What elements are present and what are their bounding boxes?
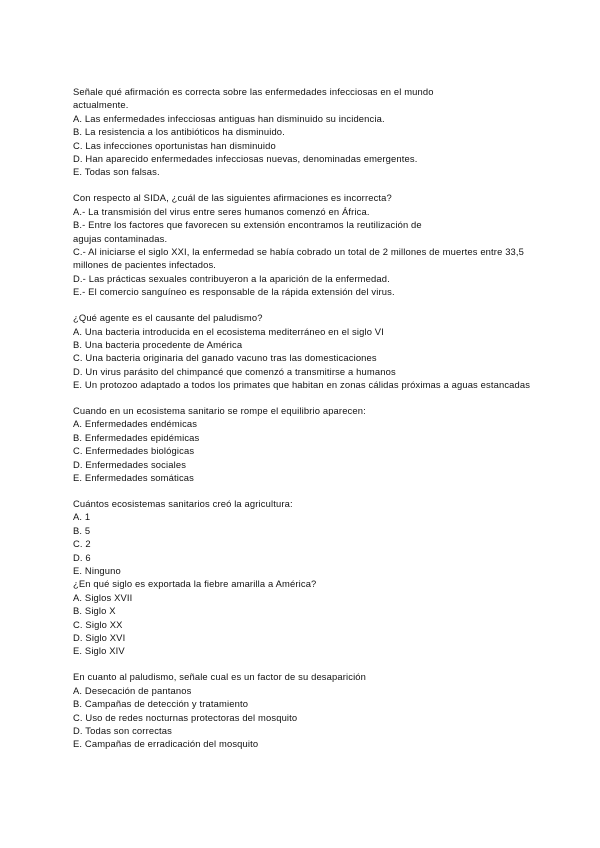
option-c: C. Siglo XX xyxy=(73,618,123,630)
option-a: A.- La transmisión del virus entre seres humanos comenzó en África. xyxy=(73,205,370,217)
option-d: D. Un virus parásito del chimpancé que comenzó a transmitirse a humanos xyxy=(73,365,396,377)
question-3 xyxy=(73,311,531,391)
option-b: B. 5 xyxy=(73,524,91,536)
question-stem: ¿En qué siglo es exportada la fiebre amarilla a América? xyxy=(73,578,317,590)
option-d: D. Todas son correctas xyxy=(73,724,173,736)
option-d: D. Enfermedades sociales xyxy=(73,458,187,470)
option-a: A. Desecación de pantanos xyxy=(73,684,192,696)
option-e: E. Enfermedades somáticas xyxy=(73,472,194,484)
option-e: E. Un protozoo adaptado a todos los primates que habitan en zonas cálidas próximas a aguas estancadas xyxy=(73,379,531,391)
question-stem: En cuanto al paludismo, señale cual es un factor de su desaparición xyxy=(73,671,367,683)
question-2 xyxy=(73,191,523,298)
option-e: E. Ninguno xyxy=(73,565,121,576)
question-stem: Con respecto al SIDA, ¿cuál de las siguientes afirmaciones es incorrecta? xyxy=(73,192,392,204)
question-stem: Cuando en un ecosistema sanitario se rompe el equilibrio aparecen: xyxy=(73,405,366,417)
option-b: B. Una bacteria procedente de América xyxy=(73,338,243,350)
option-c: C. 2 xyxy=(73,538,91,550)
question-4 xyxy=(73,404,523,484)
option-e: E. Siglo XIV xyxy=(73,645,125,657)
question-stem: Cuántos ecosistemas sanitarios creó la agricultura: xyxy=(73,497,293,509)
question-stem: Señale qué afirmación es correcta sobre las enfermedades infecciosas en el mundo actualmente. xyxy=(73,86,434,111)
option-e: E.- El comercio sanguíneo es responsable de la rápida extensión del virus. xyxy=(73,286,395,298)
option-c: C. Uso de redes nocturnas protectoras del mosquito xyxy=(73,711,298,723)
question-6 xyxy=(73,577,523,657)
option-d: D.- Las prácticas sexuales contribuyeron a la aparición de la enfermedad. xyxy=(73,272,390,284)
option-a: A. 1 xyxy=(73,511,91,523)
quiz-content xyxy=(73,85,531,763)
option-d: D. Han aparecido enfermedades infecciosas nuevas, denominadas emergentes. xyxy=(73,153,418,165)
option-d: D. 6 xyxy=(73,551,91,563)
option-a: A. Enfermedades endémicas xyxy=(73,418,198,430)
option-c: C. Una bacteria originaria del ganado vacuno tras las domesticaciones xyxy=(73,352,377,364)
option-c: C.- Al iniciarse el siglo XXI, la enfermedad se había cobrado un total de 2 millones de muertes entre 33,5 millones de pacientes infectados. xyxy=(73,245,525,271)
option-a: A. Una bacteria introducida en el ecosistema mediterráneo en el siglo VI xyxy=(73,325,384,337)
question-7 xyxy=(73,670,523,750)
question-1 xyxy=(73,85,523,179)
option-c: C. Las infecciones oportunistas han disminuido xyxy=(73,139,276,151)
option-c: C. Enfermedades biológicas xyxy=(73,445,195,457)
option-e: E. Campañas de erradicación del mosquito xyxy=(73,738,259,750)
option-b: B. Campañas de detección y tratamiento xyxy=(73,698,249,710)
question-stem: ¿Qué agente es el causante del paludismo? xyxy=(73,312,263,324)
option-e: E. Todas son falsas. xyxy=(73,166,160,178)
question-5 xyxy=(73,497,523,577)
option-a: A. Las enfermedades infecciosas antiguas han disminuido su incidencia. xyxy=(73,112,385,124)
option-b: B. Enfermedades epidémicas xyxy=(73,431,200,443)
option-a: A. Siglos XVII xyxy=(73,591,133,603)
option-b: B.- Entre los factores que favorecen su extensión encontramos la reutilización de agujas contaminadas. xyxy=(73,219,422,244)
option-d: D. Siglo XVI xyxy=(73,632,126,644)
option-b: B. La resistencia a los antibióticos ha disminuido. xyxy=(73,126,285,138)
option-b: B. Siglo X xyxy=(73,605,116,617)
